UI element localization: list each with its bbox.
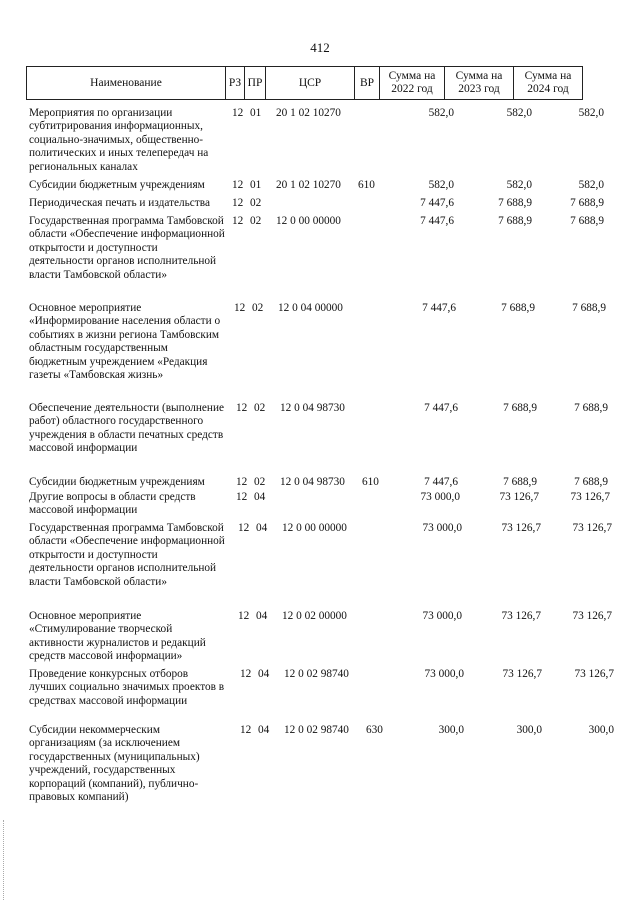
row-sum-2022: 7 447,6 <box>422 302 456 314</box>
row-sum-2024: 73 126,7 <box>572 610 612 622</box>
row-sum-2024: 73 126,7 <box>570 491 610 503</box>
row-vr: 610 <box>358 179 375 191</box>
row-rz: 12 <box>232 215 244 227</box>
row-sum-2022: 300,0 <box>438 724 464 736</box>
row-sum-2024: 73 126,7 <box>574 668 614 680</box>
row-sum-2022: 73 000,0 <box>422 610 462 622</box>
row-csr: 20 1 02 10270 <box>276 179 341 191</box>
row-pr: 02 <box>254 402 266 414</box>
row-rz: 12 <box>232 107 244 119</box>
row-sum-2024: 7 688,9 <box>574 476 608 488</box>
row-sum-2024: 7 688,9 <box>572 302 606 314</box>
row-sum-2023: 73 126,7 <box>501 610 541 622</box>
row-sum-2023: 73 126,7 <box>499 491 539 503</box>
row-csr: 20 1 02 10270 <box>276 107 341 119</box>
row-csr: 12 0 00 00000 <box>276 215 341 227</box>
row-name: Периодическая печать и издательства <box>29 197 210 209</box>
row-name: Проведение конкурсных отборов лучших социально значимых проектов в средствах массовой информации <box>29 668 225 707</box>
header-sum-2022: Сумма на 2022 год <box>380 67 445 100</box>
row-sum-2022: 7 447,6 <box>420 197 454 209</box>
row-name: Субсидии некоммерческим организациям (за исключением государственных (муниципальных) учреждений, государственных корпораций (компаний), публично-правовых компаний) <box>29 724 200 804</box>
row-name: Субсидии бюджетным учреждениям <box>29 476 205 488</box>
row-pr: 04 <box>258 668 270 680</box>
row-csr: 12 0 02 00000 <box>282 610 347 622</box>
header-name: Наименование <box>27 67 226 100</box>
table-header <box>26 66 583 100</box>
row-pr: 04 <box>254 491 266 503</box>
row-rz: 12 <box>234 302 246 314</box>
row-sum-2022: 73 000,0 <box>422 522 462 534</box>
header-csr: ЦСР <box>266 67 355 100</box>
row-csr: 12 0 00 00000 <box>282 522 347 534</box>
row-sum-2023: 73 126,7 <box>501 522 541 534</box>
row-rz: 12 <box>240 668 252 680</box>
row-sum-2023: 7 688,9 <box>498 197 532 209</box>
header-pr: ПР <box>245 67 266 100</box>
row-rz: 12 <box>236 476 248 488</box>
row-name: Субсидии бюджетным учреждениям <box>29 179 205 191</box>
row-sum-2023: 300,0 <box>516 724 542 736</box>
row-vr: 630 <box>366 724 383 736</box>
row-pr: 02 <box>250 215 262 227</box>
row-name: Обеспечение деятельности (выполнение работ) областного государственного учреждения в области печатных средств массовой информации <box>29 402 224 455</box>
header-vr: ВР <box>355 67 380 100</box>
row-csr: 12 0 02 98740 <box>284 668 349 680</box>
row-sum-2022: 582,0 <box>428 179 454 191</box>
header-sum-2024: Сумма на 2024 год <box>514 67 583 100</box>
row-rz: 12 <box>232 179 244 191</box>
row-csr: 12 0 02 98740 <box>284 724 349 736</box>
row-rz: 12 <box>238 522 250 534</box>
row-sum-2022: 73 000,0 <box>420 491 460 503</box>
row-sum-2024: 300,0 <box>588 724 614 736</box>
row-rz: 12 <box>238 610 250 622</box>
row-pr: 02 <box>252 302 264 314</box>
row-sum-2024: 7 688,9 <box>570 215 604 227</box>
row-sum-2024: 582,0 <box>578 107 604 119</box>
row-sum-2023: 582,0 <box>506 107 532 119</box>
page-number: 412 <box>310 40 330 55</box>
row-sum-2024: 7 688,9 <box>574 402 608 414</box>
row-rz: 12 <box>240 724 252 736</box>
row-csr: 12 0 04 98730 <box>280 402 345 414</box>
row-pr: 01 <box>250 107 262 119</box>
row-pr: 04 <box>258 724 270 736</box>
row-name: Мероприятия по организации субтитрирования информационных, социально-значимых, общественно-политических и иных телепередач на региональных каналах <box>29 107 209 173</box>
row-sum-2024: 7 688,9 <box>570 197 604 209</box>
row-name: Основное мероприятие «Стимулирование творческой активности журналистов и редакций средств массовой информации» <box>29 610 206 663</box>
row-rz: 12 <box>236 491 248 503</box>
row-pr: 01 <box>250 179 262 191</box>
row-pr: 04 <box>256 610 268 622</box>
row-pr: 02 <box>250 197 262 209</box>
row-name: Государственная программа Тамбовской области «Обеспечение информационной открытости и доступности деятельности органов исполнительной власти Тамбовской области» <box>29 215 225 281</box>
row-sum-2022: 7 447,6 <box>420 215 454 227</box>
row-sum-2022: 7 447,6 <box>424 476 458 488</box>
row-pr: 02 <box>254 476 266 488</box>
row-sum-2023: 7 688,9 <box>503 476 537 488</box>
row-sum-2023: 7 688,9 <box>501 302 535 314</box>
row-vr: 610 <box>362 476 379 488</box>
row-rz: 12 <box>236 402 248 414</box>
row-sum-2023: 582,0 <box>506 179 532 191</box>
row-sum-2023: 7 688,9 <box>498 215 532 227</box>
row-sum-2024: 582,0 <box>578 179 604 191</box>
row-sum-2024: 73 126,7 <box>572 522 612 534</box>
row-sum-2023: 7 688,9 <box>503 402 537 414</box>
row-sum-2022: 582,0 <box>428 107 454 119</box>
row-name: Другие вопросы в области средств массовой информации <box>29 491 196 517</box>
row-csr: 12 0 04 98730 <box>280 476 345 488</box>
row-name: Основное мероприятие «Информирование населения области о событиях в жизни региона Тамбовским областным государственным бюджетным учреждением «Редакция газеты «Тамбовская жизнь» <box>29 302 221 382</box>
header-rz: РЗ <box>226 67 245 100</box>
row-name: Государственная программа Тамбовской области «Обеспечение информационной открытости и доступности деятельности органов исполнительной власти Тамбовской области» <box>29 522 225 588</box>
row-sum-2022: 73 000,0 <box>424 668 464 680</box>
scan-edge-marks <box>3 820 6 900</box>
row-pr: 04 <box>256 522 268 534</box>
row-sum-2023: 73 126,7 <box>502 668 542 680</box>
header-sum-2023: Сумма на 2023 год <box>445 67 514 100</box>
row-rz: 12 <box>232 197 244 209</box>
row-csr: 12 0 04 00000 <box>278 302 343 314</box>
row-sum-2022: 7 447,6 <box>424 402 458 414</box>
